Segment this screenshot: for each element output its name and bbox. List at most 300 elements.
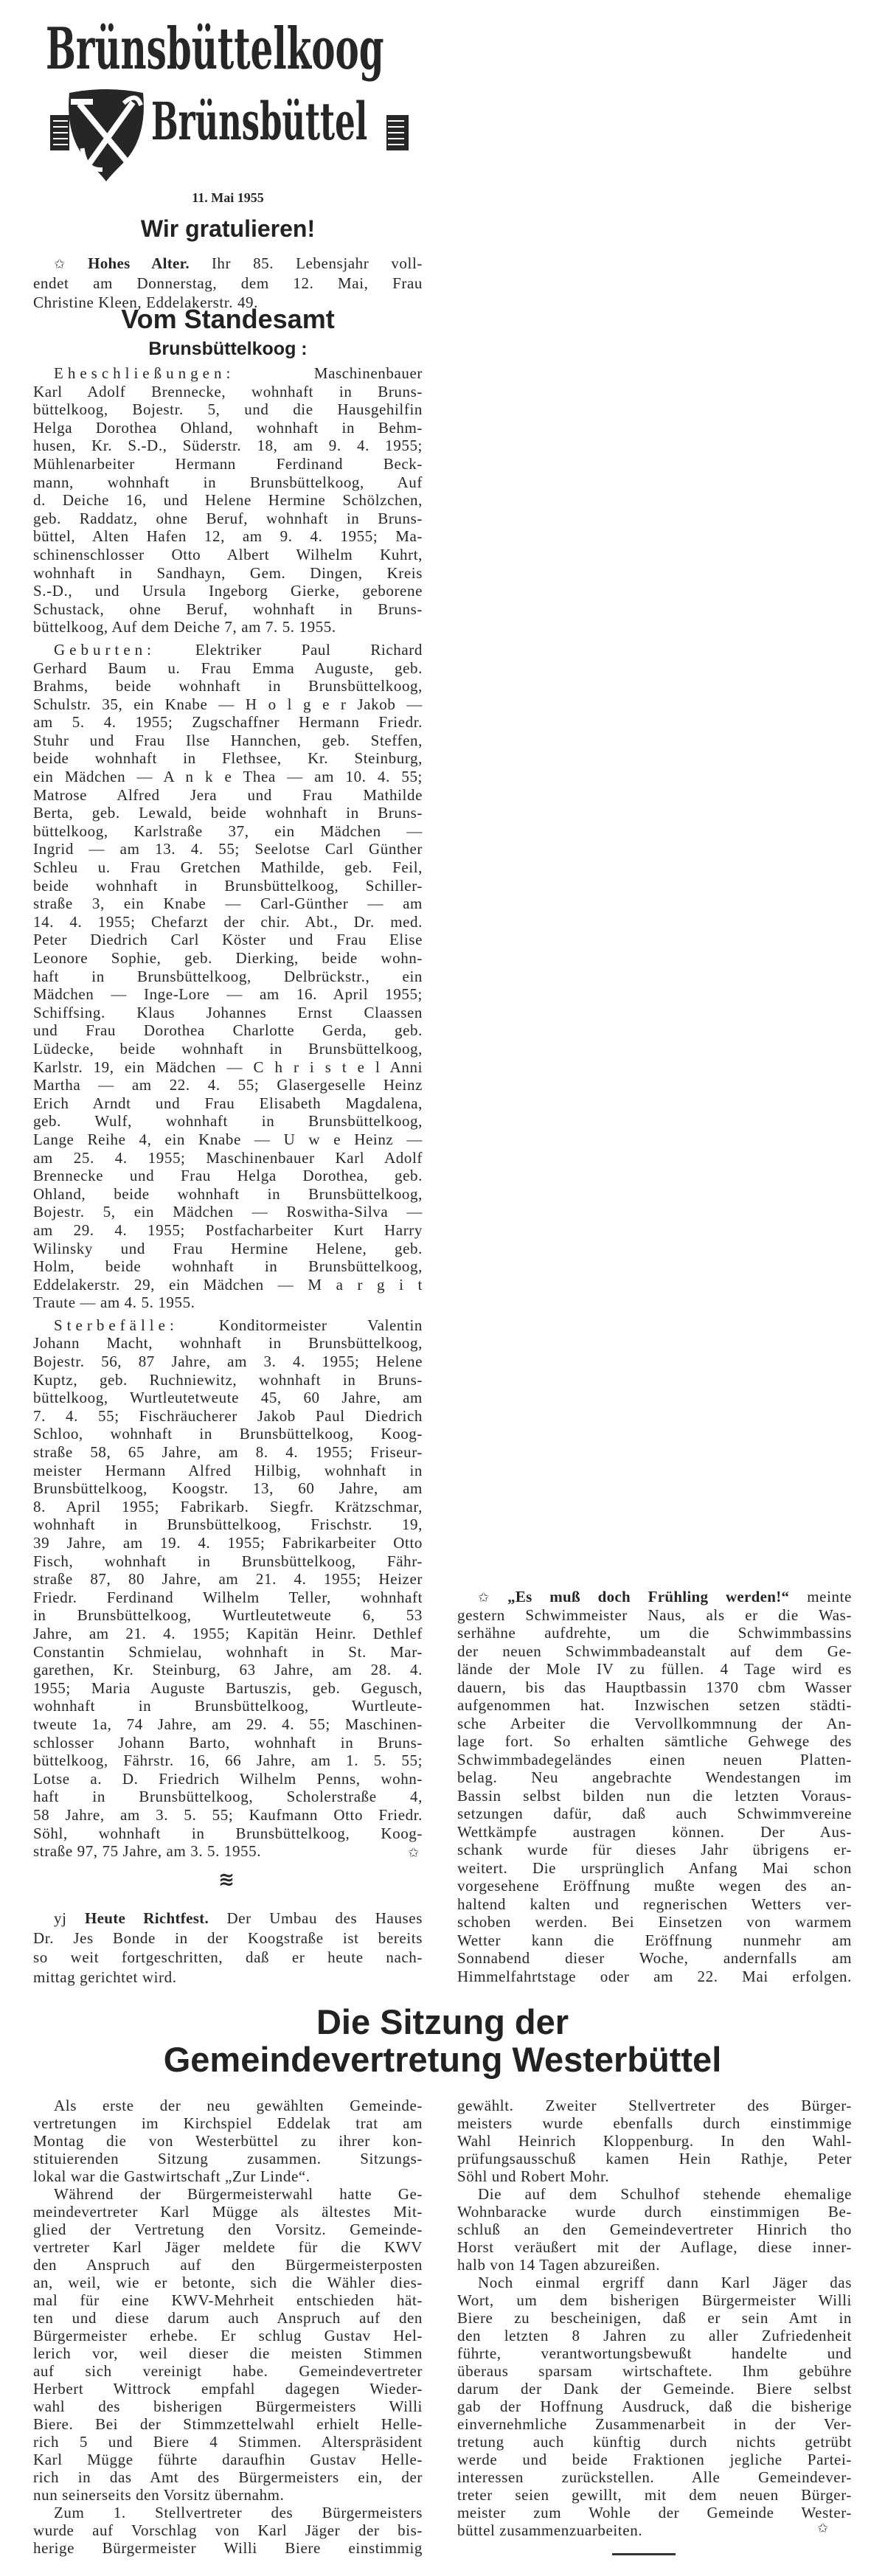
text-line xyxy=(33,564,423,583)
line-text: Brennecke und Frau Helga Dorothea, geb. xyxy=(33,1167,423,1185)
line-text: mittag gerichtet wird. xyxy=(33,1968,177,1986)
text-line xyxy=(457,1768,852,1787)
text-line xyxy=(33,1715,423,1734)
paragraph-lead: Heute Richtfest. xyxy=(85,1909,209,1927)
text-line xyxy=(33,840,423,858)
line-text: lokal war die Gastwirtschaft „Zur Linde“. xyxy=(33,2167,310,2185)
text-line xyxy=(33,1112,423,1131)
article-heute-richtfest xyxy=(33,1909,423,1987)
text-line xyxy=(33,1479,423,1498)
paragraph xyxy=(457,1588,852,1985)
line-text: an, weil, wie er betonte, sich die Wähler dies- xyxy=(33,2274,423,2291)
text-line xyxy=(33,968,423,986)
line-text: Erich Arndt und Frau Elisabeth Magdalena, xyxy=(33,1094,423,1112)
line-text: garethen, Kr. Steinburg, 63 Jahre, am 28. 4. xyxy=(33,1661,423,1679)
line-text: schinenschlosser Otto Albert Wilhelm Kuhrt, xyxy=(33,545,423,563)
line-text: halb von 14 Tagen abzureißen. xyxy=(457,2256,661,2274)
text-line xyxy=(457,2132,852,2150)
text-line xyxy=(457,2309,852,2327)
paragraph xyxy=(457,2097,852,2185)
text-line xyxy=(457,1877,852,1895)
text-line xyxy=(33,1240,423,1258)
line-text: Matrose Alfred Jera und Frau Mathilde xyxy=(33,785,423,804)
text-line xyxy=(33,2327,423,2344)
line-text: Constantin Schmielau, wohnhaft in St. Mar- xyxy=(33,1642,423,1661)
text-line xyxy=(33,732,423,750)
paragraph xyxy=(33,364,423,636)
line-text: gab der Hoffnung Ausdruck, daß die bisherige xyxy=(457,2398,852,2415)
text-line xyxy=(457,1787,852,1805)
line-text: geb. Raddatz, ohne Beruf, wohnhaft in Bruns- xyxy=(33,509,423,527)
text-line xyxy=(457,1642,852,1661)
paragraph-lead: „Es muß doch Frühling werden!“ xyxy=(507,1588,790,1605)
text-line xyxy=(457,1913,852,1931)
line-text: Während der Bürgermeisterwahl hatte Ge- xyxy=(54,2185,423,2203)
text-line xyxy=(33,913,423,931)
line-text: weitert. Die ursprünglich Anfang Mai schon xyxy=(457,1858,852,1877)
text-line xyxy=(33,1316,423,1335)
text-line xyxy=(33,1697,423,1715)
line-text: Lotse a. D. Friedrich Wilhelm Penns, wohn- xyxy=(33,1769,423,1788)
line-text: Friedr. Ferdinand Wilhelm Teller, wohnhaft xyxy=(33,1588,423,1606)
line-text: Holm, beide wohnhaft in Brunsbüttelkoog, xyxy=(33,1257,423,1276)
line-text: Dr. Jes Bonde in der Koogstraße ist bereits xyxy=(33,1928,423,1947)
text-line xyxy=(33,1516,423,1534)
text-line xyxy=(457,1696,852,1715)
text-line xyxy=(33,1770,423,1788)
line-text: prüfungsausschuß kamen Hein Rathje, Peter xyxy=(457,2150,852,2167)
text-line xyxy=(457,2221,852,2238)
text-line xyxy=(457,2504,852,2521)
line-text: Eddelakerstr. 29, ein Mädchen — M a r g i t xyxy=(33,1275,423,1294)
paragraph xyxy=(33,1316,423,1861)
text-line xyxy=(33,1294,423,1312)
paragraph xyxy=(457,2185,852,2274)
line-text: glied der Vertretung den Vorsitz. Gemeinde- xyxy=(33,2221,423,2238)
text-line xyxy=(457,2362,852,2380)
text-line xyxy=(457,1823,852,1841)
text-line xyxy=(33,749,423,768)
text-line xyxy=(33,2256,423,2274)
text-line xyxy=(33,1371,423,1389)
line-text: meinte xyxy=(789,1588,852,1605)
line-text: Wilinsky und Frau Hermine Helene, geb. xyxy=(33,1239,423,1257)
text-line xyxy=(33,618,423,636)
line-text: vertreter Karl Jäger meldete für die KWV xyxy=(33,2238,423,2256)
text-line xyxy=(457,1588,852,1606)
line-text: auf sich vereinigt habe. Gemeindevertreter xyxy=(33,2362,423,2380)
line-text: dauern, bis das Hauptbassin 1370 cbm Wasser xyxy=(457,1678,852,1696)
line-text: haltend kalten und regnerischen Wetters ver- xyxy=(457,1895,852,1913)
line-text: Karlstr. 19, ein Mädchen — C h r i s t e l Anni xyxy=(33,1058,423,1076)
text-line xyxy=(33,1149,423,1167)
text-line xyxy=(33,822,423,841)
headline-sitzung xyxy=(33,2003,852,2078)
text-line xyxy=(33,2521,423,2539)
text-line xyxy=(33,1094,423,1113)
text-line xyxy=(33,1257,423,1276)
line-text: Fisch, wohnhaft in Brunsbüttelkoog, Fähr- xyxy=(33,1552,423,1570)
masthead-line1: Brünsbüttelkoog xyxy=(46,15,384,83)
line-text: büttel, Alten Hafen 12, am 9. 4. 1955; Ma- xyxy=(33,527,423,546)
text-line xyxy=(457,2291,852,2309)
line-text: Himmelfahrtstage oder am 22. Mai erfolgen. xyxy=(457,1967,852,1985)
paragraph xyxy=(33,1909,423,1987)
paragraph xyxy=(457,2274,852,2539)
text-line xyxy=(33,2362,423,2380)
line-text: S.-D., und Ursula Ingeborg Gierke, geborene xyxy=(33,582,423,600)
line-text: meister zum Wohle der Gemeinde Wester- xyxy=(457,2504,852,2521)
text-line xyxy=(457,1949,852,1968)
text-line xyxy=(457,1624,852,1642)
line-text: wohnhaft in Sandhayn, Gem. Dingen, Kreis xyxy=(33,563,423,582)
line-text: Mühlenarbeiter Hermann Ferdinand Beck- xyxy=(33,454,423,473)
line-text: straße 87, 80 Jahre, am 21. 4. 1955; Heizer xyxy=(33,1570,423,1589)
line-text: setzungen dafür, daß auch Schwimmvereine xyxy=(457,1805,852,1822)
line-text: Zum 1. Stellvertreter des Bürgermeisters xyxy=(54,2504,423,2521)
end-rule-divider xyxy=(612,2553,676,2555)
line-text: Wetter kann die Eröffnung nunmehr am xyxy=(457,1931,852,1949)
text-line xyxy=(33,985,423,1004)
headline-line-2: Gemeindevertretung Westerbüttel xyxy=(163,2040,722,2079)
line-text: darum der Dank der Gemeinde. Biere selbst xyxy=(457,2380,852,2398)
line-text: Herbert Wittrock empfahl dagegen Wieder- xyxy=(33,2380,423,2398)
text-line xyxy=(33,768,423,786)
line-text: büttelkoog, Auf dem Deiche 7, am 7. 5. 1955. xyxy=(33,618,336,636)
line-text: 39 Jahre, am 19. 4. 1955; Fabrikarbeiter Otto xyxy=(33,1534,423,1552)
banner-ribbon-icon xyxy=(386,115,412,153)
paragraph-lead: Hohes Alter. xyxy=(88,254,190,272)
line-text: führte, verantwortungsbewußt handelte und xyxy=(457,2344,852,2362)
text-line xyxy=(33,2274,423,2291)
text-line xyxy=(33,1040,423,1058)
line-text: straße 3, ein Knabe — Carl-Günther — am xyxy=(33,895,423,913)
line-text: Schustack, ohne Beruf, wohnhaft in Bruns- xyxy=(33,600,423,618)
text-line xyxy=(33,2132,423,2150)
line-text: büttel zusammenzuarbeiten. xyxy=(457,2521,643,2539)
headline-line-1: Die Sitzung der xyxy=(316,2002,569,2041)
text-line xyxy=(457,1732,852,1751)
line-text: schlosser Johann Barto, wohnhaft in Bruns- xyxy=(33,1733,423,1752)
paragraph xyxy=(33,2097,423,2185)
text-line xyxy=(33,1167,423,1185)
line-text: in Brunsbüttelkoog, Wurtleutetweute 6, 53 xyxy=(33,1606,423,1625)
text-line xyxy=(457,2521,852,2539)
line-text: am 25. 4. 1955; Maschinenbauer Karl Adolf xyxy=(33,1148,423,1167)
line-text: ein Mädchen — A n k e Thea — am 10. 4. 55; xyxy=(33,768,423,786)
line-text: sche Arbeiter die Vervollkommnung der An- xyxy=(457,1714,852,1732)
line-text: straße 97, 75 Jahre, am 3. 5. 1955. xyxy=(33,1842,262,1861)
line-text: beide wohnhaft in Flethsee, Kr. Steinburg, xyxy=(33,749,423,768)
line-text: Stuhr und Frau Ilse Hannchen, geb. Steffen, xyxy=(33,731,423,749)
text-line xyxy=(457,1841,852,1859)
text-line xyxy=(33,419,423,437)
text-line xyxy=(33,1948,423,1968)
line-text: Bürgermeister erhebe. Er schlug Gustav Hel- xyxy=(33,2327,423,2344)
text-line xyxy=(33,274,423,294)
line-text: treter seien gewillt, mit dem neuen Bürger- xyxy=(457,2486,852,2504)
star-icon: ✩ xyxy=(408,1845,420,1861)
line-text: 8. April 1955; Fabrikarb. Siegfr. Krätzschmar, xyxy=(33,1497,423,1516)
line-text: Martha — am 22. 4. 55; Glasergeselle Heinz xyxy=(33,1076,423,1094)
line-text: Sonnabend dieser Woche, andernfalls am xyxy=(457,1949,852,1967)
line-text: Bassin selbst bilden nun die letzten Voraus- xyxy=(457,1786,852,1805)
paragraph-lead: Eheschließungen: xyxy=(54,364,235,382)
coat-of-arms-icon xyxy=(49,87,148,183)
line-text: wohnhaft in Brunsbüttelkoog, Wurtleute- xyxy=(33,1697,423,1715)
line-text: tretung auch künftig durch nichts getrübt xyxy=(457,2433,852,2451)
text-line xyxy=(33,2238,423,2256)
text-line xyxy=(33,400,423,419)
masthead-subtitle xyxy=(151,88,387,155)
paragraph xyxy=(33,641,423,1312)
line-text: vertretungen im Kirchspiel Eddelak trat am xyxy=(33,2114,423,2132)
line-text: mal für eine KWV-Mehrheit entschieden hät- xyxy=(33,2291,423,2309)
text-line xyxy=(457,2097,852,2114)
text-line xyxy=(457,2451,852,2468)
text-line xyxy=(33,659,423,678)
line-text: Wahl Heinrich Kloppenburg. In den Wahl- xyxy=(457,2132,852,2150)
text-line xyxy=(33,1552,423,1571)
line-text: meisters wurde ebenfalls durch einstimmige xyxy=(457,2114,852,2132)
line-text: Bojestr. 56, 87 Jahre, am 3. 4. 1955; Helene xyxy=(33,1353,423,1371)
line-text: Wohnbaracke wurde durch einstimmigen Be- xyxy=(457,2203,852,2221)
line-text: Der Umbau des Hauses xyxy=(209,1909,423,1927)
line-text: serhähne aufdrehte, um die Schwimmbassins xyxy=(457,1624,852,1642)
text-line xyxy=(33,546,423,564)
text-line xyxy=(33,2221,423,2238)
text-line xyxy=(33,2167,423,2185)
line-text: meister Hermann Alfred Hilbig, wohnhaft in xyxy=(33,1461,423,1479)
text-line xyxy=(33,2451,423,2468)
line-text: Montag die von Westerbüttel zu ihrer kon- xyxy=(33,2132,423,2150)
text-line xyxy=(33,1203,423,1221)
issue-date: 11. Mai 1955 xyxy=(192,190,264,205)
text-line xyxy=(33,1334,423,1353)
text-line xyxy=(457,2468,852,2486)
text-line xyxy=(33,437,423,455)
article-sitzung-column-1 xyxy=(33,2097,423,2557)
line-text: Helga Dorothea Ohland, wohnhaft in Behm- xyxy=(33,418,423,437)
line-text: Berta, geb. Lewald, beide wohnhaft in Bruns- xyxy=(33,804,423,822)
text-line xyxy=(33,1221,423,1240)
line-text: wahl des bisherigen Bürgermeisters Willi xyxy=(33,2398,423,2415)
line-text: am 29. 4. 1955; Postfacharbeiter Kurt Harry xyxy=(33,1221,423,1239)
text-line xyxy=(33,1534,423,1552)
text-line xyxy=(33,2150,423,2167)
line-text: lage fort. So erhalten sämtliche Gehwege des xyxy=(457,1732,852,1750)
paragraph-lead: Sterbefälle: xyxy=(54,1316,178,1334)
text-line xyxy=(457,2327,852,2344)
article-sitzung-column-2 xyxy=(457,2097,852,2539)
line-text: interessen zurückstellen. Alle Gemeindever- xyxy=(457,2468,852,2486)
line-text: Noch einmal ergriff dann Karl Jäger das xyxy=(478,2274,852,2291)
text-line xyxy=(457,1606,852,1625)
line-text: ten und diese darum auch Anspruch auf den xyxy=(33,2309,423,2327)
line-text: Schleu u. Frau Gretchen Mathilde, geb. Feil, xyxy=(33,858,423,877)
text-line xyxy=(457,2150,852,2167)
text-line xyxy=(457,2256,852,2274)
text-line xyxy=(457,1751,852,1769)
paragraph xyxy=(33,2185,423,2504)
line-text: Christine Kleen, Eddelakerstr. 49. xyxy=(33,294,258,311)
line-text: Leonore Sophie, geb. Dierking, beide wohn- xyxy=(33,949,423,967)
text-line xyxy=(33,2539,423,2557)
text-line xyxy=(457,2380,852,2398)
text-line xyxy=(33,582,423,600)
line-text: büttelkoog, Karlstraße 37, ein Mädchen — xyxy=(33,822,423,840)
section-subheading-location: Brunsbüttelkoog : xyxy=(148,339,308,359)
line-text: büttelkoog, Bojestr. 5, und die Hausgehilfin xyxy=(33,400,423,419)
text-line xyxy=(33,713,423,732)
text-line xyxy=(33,1661,423,1679)
line-text: Söhl und Robert Mohr. xyxy=(457,2167,610,2185)
line-text: Johann Macht, wohnhaft in Brunsbüttelkoog, xyxy=(33,1334,423,1353)
line-text: Brahms, beide wohnhaft in Brunsbüttelkoog, xyxy=(33,677,423,695)
text-line xyxy=(457,1895,852,1914)
line-text: Ihr 85. Lebensjahr voll- xyxy=(189,254,423,272)
line-text: Lüdecke, beide wohnhaft in Brunsbüttelkoog, xyxy=(33,1039,423,1058)
line-text: und Frau Dorothea Charlotte Gerda, geb. xyxy=(33,1021,423,1040)
text-line xyxy=(33,2486,423,2504)
text-line xyxy=(33,2398,423,2415)
line-text: Schulstr. 35, ein Knabe — H o l g e r Jakob — xyxy=(33,695,423,713)
author-initials: yj xyxy=(54,1909,85,1927)
line-text: wohnhaft in Brunsbüttelkoog, Frischstr. 19, xyxy=(33,1516,423,1534)
paragraph-lead: Geburten: xyxy=(54,640,156,659)
text-line xyxy=(33,858,423,877)
text-line xyxy=(33,877,423,895)
text-line xyxy=(33,1806,423,1825)
star-icon: ✩ xyxy=(478,1590,508,1605)
line-text: büttelkoog, Wurtleutetweute 45, 60 Jahre, am xyxy=(33,1389,423,1407)
line-text: Ohland, beide wohnhaft in Brunsbüttelkoog, xyxy=(33,1184,423,1203)
line-text: Schloo, wohnhaft in Brunsbüttelkoog, Koog- xyxy=(33,1425,423,1443)
text-line xyxy=(33,1928,423,1948)
text-line xyxy=(457,1678,852,1697)
text-line xyxy=(33,383,423,401)
line-text: Elektriker Paul Richard xyxy=(155,640,423,659)
line-text: Karl Mügge führte daraufhin Gustav Helle- xyxy=(33,2451,423,2468)
line-text: belag. Neu angebrachte Wendestangen im xyxy=(457,1768,852,1786)
article-fruehling xyxy=(457,1588,852,1985)
line-text: Als erste der neu gewählten Gemeinde- xyxy=(54,2097,423,2114)
text-line xyxy=(457,1931,852,1950)
line-text: straße 58, 65 Jahre, am 8. 4. 1955; Friseur- xyxy=(33,1443,423,1462)
article-standesamt xyxy=(33,364,423,1861)
line-text: Peter Diedrich Carl Köster und Frau Elise xyxy=(33,931,423,949)
text-line xyxy=(33,527,423,546)
line-text: einvernehmliche Zusammenarbeit in der Ver- xyxy=(457,2415,852,2433)
text-line xyxy=(457,1859,852,1878)
text-line xyxy=(33,1909,423,1928)
text-line xyxy=(457,2238,852,2256)
text-line xyxy=(33,1788,423,1806)
line-text: rich in das Amt des Bürgermeisters ein, der xyxy=(33,2468,423,2486)
line-text: vorgesehene Eröffnung mußte wegen des an- xyxy=(457,1877,852,1895)
text-line xyxy=(33,1570,423,1589)
text-line xyxy=(457,1715,852,1733)
line-text: beide wohnhaft in Brunsbüttelkoog, Schiller- xyxy=(33,876,423,895)
line-text: haft in Brunsbüttelkoog, Scholerstraße 4, xyxy=(33,1788,423,1806)
text-line xyxy=(33,600,423,619)
line-text: Schiffsing. Klaus Johannes Ernst Claassen xyxy=(33,1003,423,1021)
line-text: Horst veräußert mit der Auflage, diese inner- xyxy=(457,2238,852,2256)
line-text: aufgenommen hat. Inzwischen setzen städti- xyxy=(457,1696,852,1714)
text-line xyxy=(33,1498,423,1516)
line-text: Ingrid — am 13. 4. 55; Seelotse Carl Günther xyxy=(33,840,423,858)
line-text: überaus sparsam wirtschaftete. Ihm gebühre xyxy=(457,2362,852,2380)
text-line xyxy=(33,2097,423,2114)
text-line xyxy=(33,1425,423,1443)
line-text: Biere. Bei der Stimmzettelwahl erhielt Helle- xyxy=(33,2415,423,2433)
line-text: Lange Reihe 4, ein Knabe — U w e Heinz — xyxy=(33,1130,423,1148)
star-icon: ✩ xyxy=(817,2521,829,2536)
text-line xyxy=(33,2185,423,2203)
star-icon: ✩ xyxy=(54,257,88,272)
text-line xyxy=(457,2167,852,2185)
line-text: den Anspruch auf den Bürgermeisterposten xyxy=(33,2256,423,2274)
line-text: Schwimmbadegeländes einen neuen Platten- xyxy=(457,1750,852,1768)
line-text: Kuptz, geb. Ruchniewitz, wohnhaft in Bruns- xyxy=(33,1370,423,1389)
wave-ornament-icon: ≋ xyxy=(218,1869,235,1891)
line-text: so weit fortgeschritten, daß er heute nach- xyxy=(33,1948,423,1966)
text-line xyxy=(457,2274,852,2291)
section-heading-standesamt: Vom Standesamt xyxy=(121,304,335,334)
text-line xyxy=(33,1606,423,1625)
line-text: werde und beide Fraktionen jegliche Partei- xyxy=(457,2451,852,2468)
text-line xyxy=(33,1407,423,1426)
text-line xyxy=(33,1021,423,1040)
text-line xyxy=(457,1805,852,1823)
text-line xyxy=(33,473,423,492)
text-line xyxy=(457,2203,852,2221)
line-text: schoben werden. Bei Einsetzen von warmem xyxy=(457,1913,852,1931)
text-line xyxy=(457,2433,852,2451)
text-line xyxy=(33,1353,423,1371)
line-text: Wort, um dem bisherigen Bürgermeister Willi xyxy=(457,2291,852,2309)
line-text: 7. 4. 55; Fischräucherer Jakob Paul Diedrich xyxy=(33,1406,423,1425)
text-line xyxy=(33,786,423,805)
masthead-title xyxy=(46,16,411,83)
text-line xyxy=(33,1643,423,1662)
text-line xyxy=(457,1968,852,1986)
line-text: Maschinenbauer xyxy=(235,364,423,382)
text-line xyxy=(33,677,423,695)
text-line xyxy=(33,641,423,659)
text-line xyxy=(33,1679,423,1698)
text-line xyxy=(33,2203,423,2221)
line-text: Biere zu bescheinigen, daß er sein Amt in xyxy=(457,2309,852,2327)
line-text: mann, wohnhaft in Brunsbüttelkoog, Auf xyxy=(33,473,423,491)
line-text: büttelkoog, Fährstr. 16, 66 Jahre, am 1. 5. 55; xyxy=(33,1752,423,1770)
text-line xyxy=(33,895,423,913)
text-line xyxy=(457,2415,852,2433)
line-text: am 5. 4. 1955; Zugschaffner Hermann Friedr. xyxy=(33,713,423,732)
text-line xyxy=(33,1752,423,1770)
line-text: Die auf dem Schulhof stehende ehemalige xyxy=(478,2185,852,2203)
line-text: Konditormeister Valentin xyxy=(178,1316,423,1334)
line-text: meindevertreter Karl Mügge als ältestes Mit- xyxy=(33,2203,423,2221)
line-text: stituierenden Sitzung zusammen. Sitzungs- xyxy=(33,2150,423,2167)
text-line xyxy=(33,2415,423,2433)
line-text: 1955; Maria Auguste Bartuszis, geb. Gegusch, xyxy=(33,1678,423,1697)
line-text: Gerhard Baum u. Frau Emma Auguste, geb. xyxy=(33,659,423,677)
text-line xyxy=(33,1058,423,1077)
text-line xyxy=(457,1660,852,1678)
line-text: Traute — am 4. 5. 1955. xyxy=(33,1294,195,1312)
text-line xyxy=(33,1734,423,1752)
